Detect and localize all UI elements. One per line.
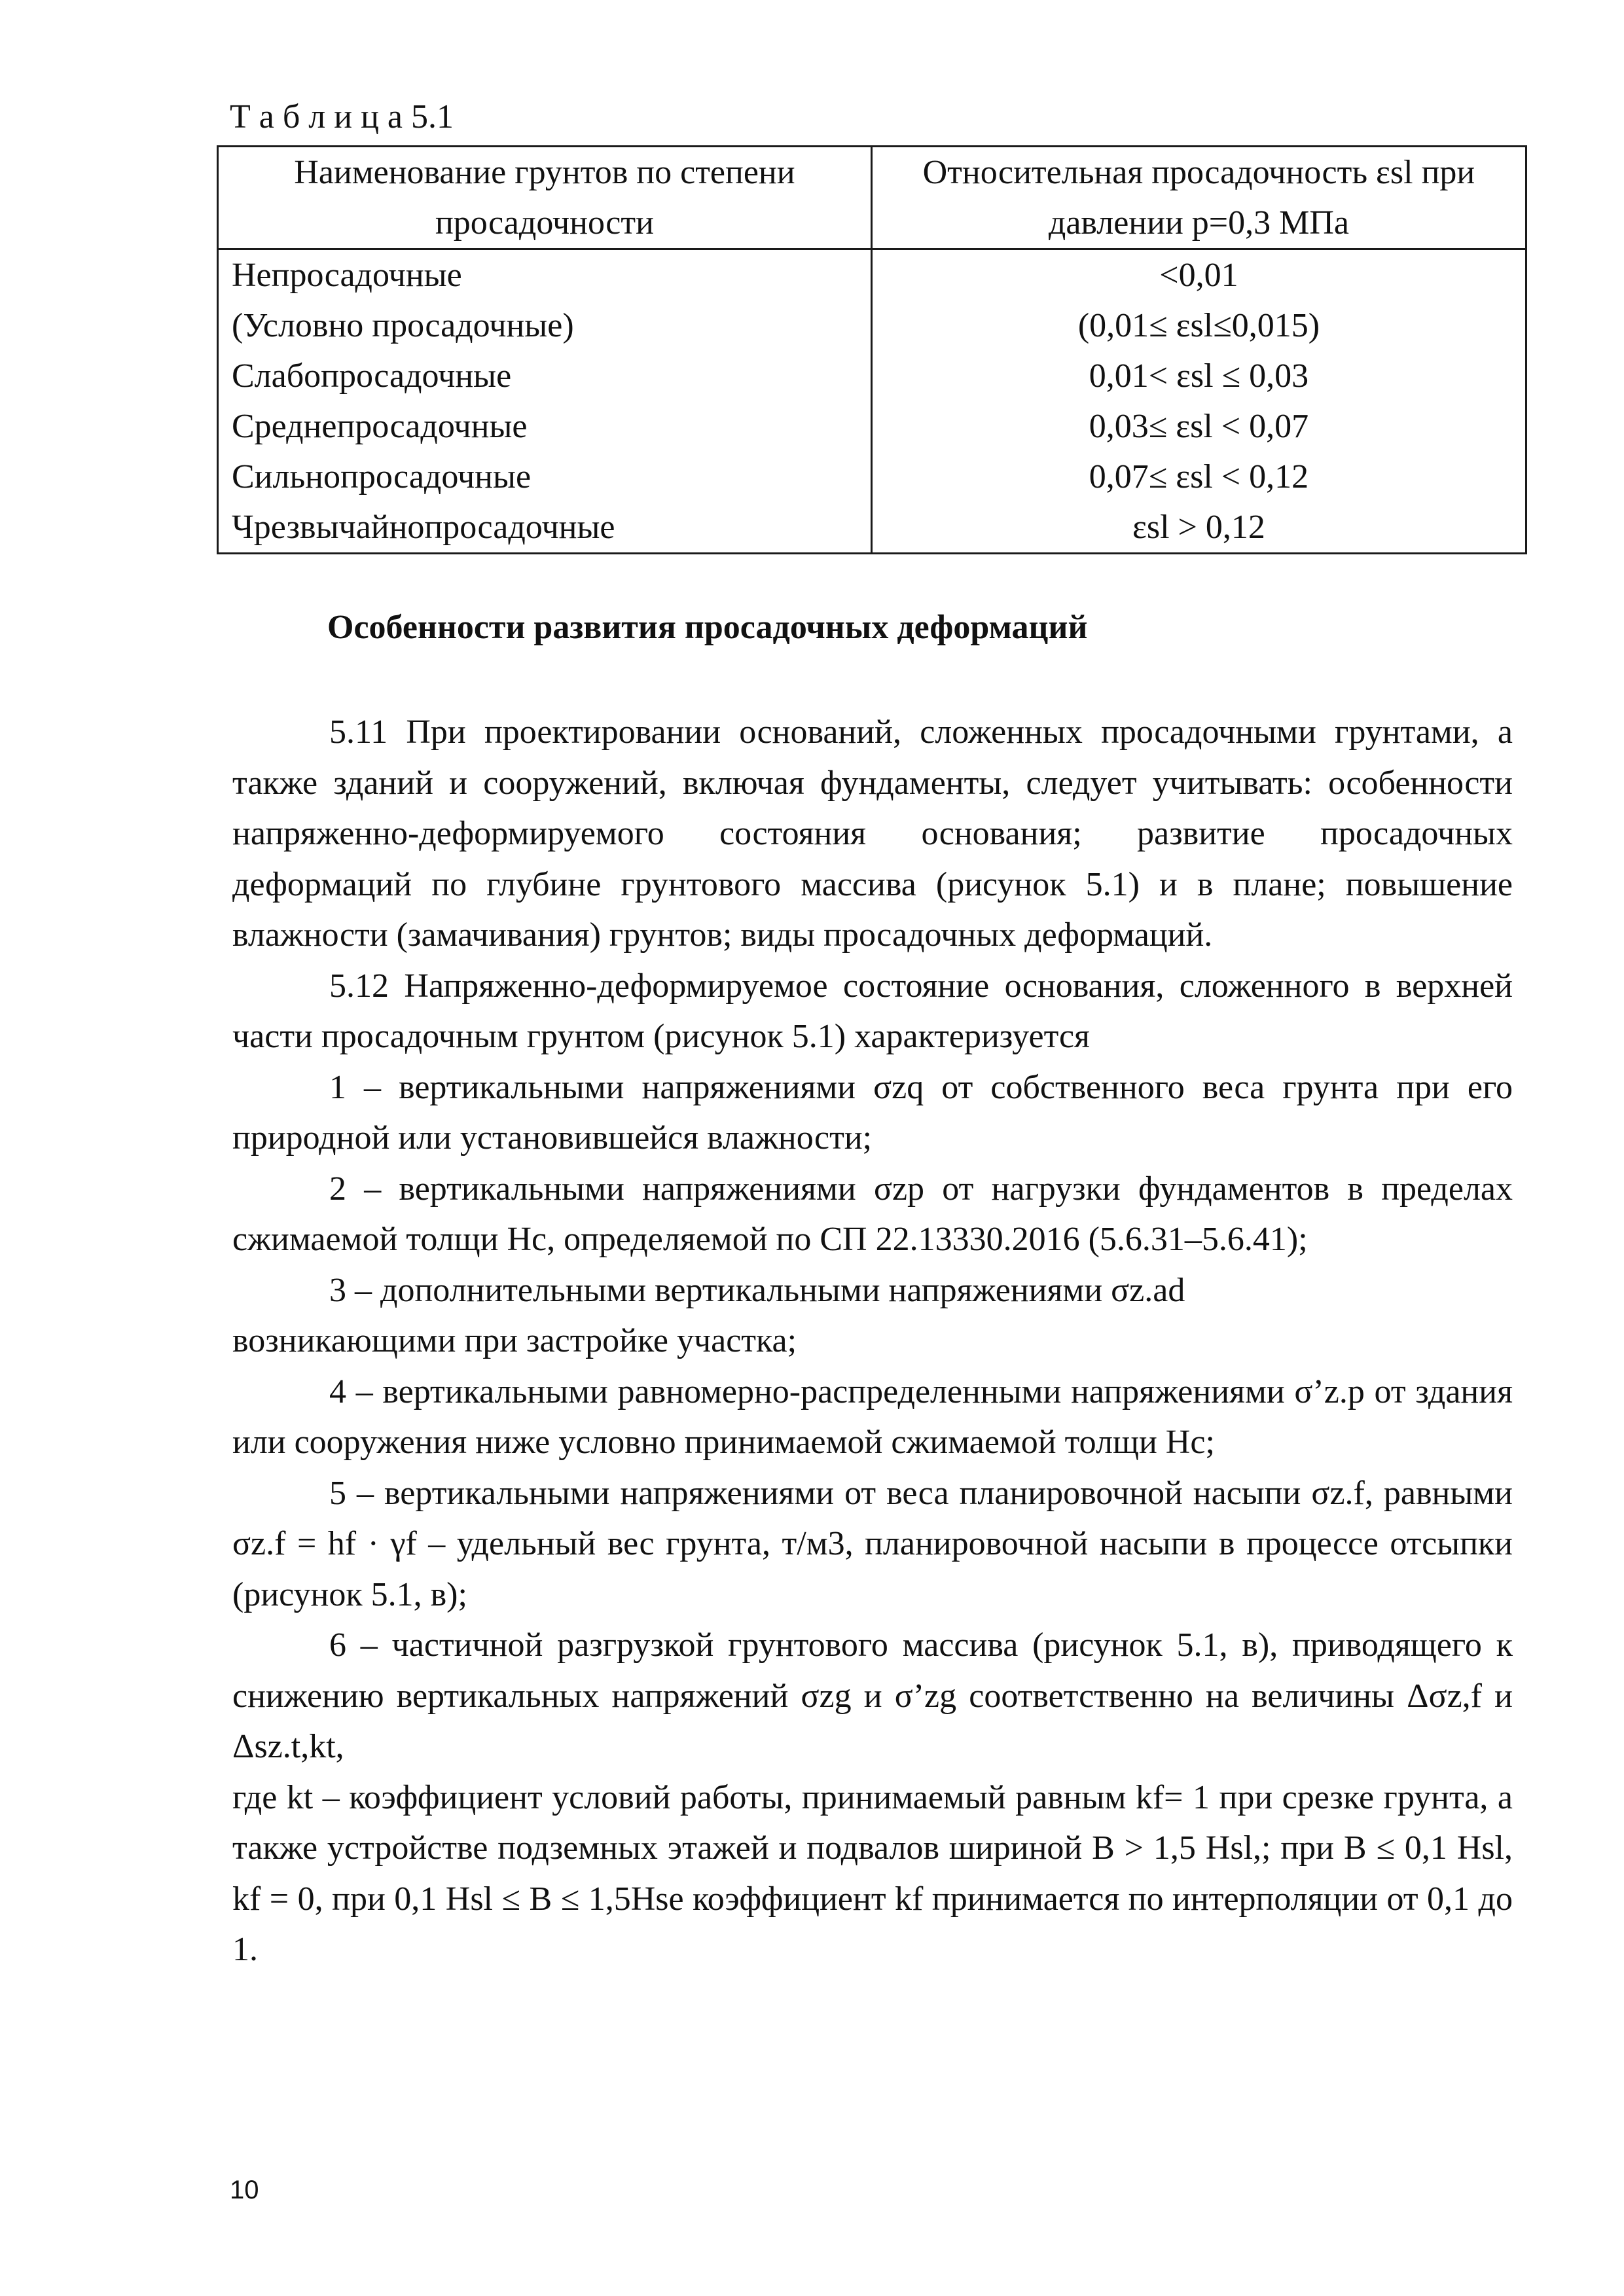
list-item-6: 6 – частичной разгрузкой грунтового массива (рисунок 5.1, в), приводящего к снижению вертикальных напряжений σzg и σ’zg соответственно на величины Δσz,f и Δsz.t,kt, [232,1626,1513,1765]
list-item-2: 2 – вертикальными напряжениями σzp от нагрузки фундаментов в пределах сжимаемой толщи Hc, определяемой по СП 22.13330.2016 (5.6.31–5.6.41); [232,1170,1513,1258]
header-soil-name-line1: Наименование грунтов по степени [294,154,795,191]
section-heading: Особенности развития просадочных деформаций [327,609,1088,646]
header-relative-subsidence-line2: давлении p=0,3 МПа [1048,204,1349,242]
table-row [218,300,1526,351]
table-header-row [218,147,1526,249]
soil-name-cell: Слабопросадочные [218,351,872,401]
soil-name-cell: (Условно просадочные) [218,300,872,351]
subsidence-value-cell: εsl > 0,12 [871,502,1526,554]
list-item-5: 5 – вертикальными напряжениями от веса планировочной насыпи σz.f, равными σz.f = hf · γf – удельный вес грунта, т/м3, планировочной насыпи в процессе отсыпки (рисунок 5.1, в); [232,1474,1513,1613]
header-soil-name [218,147,872,249]
table-row [218,401,1526,452]
subsidence-value-cell: 0,03≤ εsl < 0,07 [871,401,1526,452]
header-relative-subsidence-line1: Относительная просадочность εsl при [922,154,1475,191]
body-text [232,707,1513,1975]
soil-name-cell: Чрезвычайнопросадочные [218,502,872,554]
subsidence-value-cell: 0,01< εsl ≤ 0,03 [871,351,1526,401]
table-row [218,249,1526,301]
soil-name-cell: Среднепросадочные [218,401,872,452]
list-item-3: 3 – дополнительными вертикальными напряжениями σz.ad [329,1271,1185,1309]
list-item-1: 1 – вертикальными напряжениями σzq от собственного веса грунта при его природной или установившейся влажности; [232,1068,1513,1157]
page-number: 10 [230,2176,259,2204]
list-item-4: 4 – вертикальными равномерно-распределенными напряжениями σ’z.p от здания или сооружения ниже условно принимаемой сжимаемой толщи Hc; [232,1372,1513,1461]
table-caption: Т а б л и ц а 5.1 [230,98,454,135]
list-item-3-continuation: возникающими при застройке участка; [232,1322,797,1359]
coefficient-explanation: где kt – коэффициент условий работы, принимаемый равным kf= 1 при срезке грунта, а также устройстве подземных этажей и подвалов шириной B > 1,5 Hsl,; при B ≤ 0,1 Hsl, kf = 0, при 0,1 Hsl ≤ В ≤ 1,5Hse коэффициент kf принимается по интерполяции от 0,1 до 1. [232,1778,1513,1968]
header-relative-subsidence [871,147,1526,249]
subsidence-value-cell: <0,01 [871,249,1526,301]
header-soil-name-line2: просадочности [435,204,654,242]
paragraph-5-12: 5.12 Напряженно-деформируемое состояние основания, сложенного в верхней части просадочным грунтом (рисунок 5.1) характеризуется [232,967,1513,1055]
table-row [218,351,1526,401]
soil-name-cell: Сильнопросадочные [218,452,872,502]
table-row [218,452,1526,502]
table-row [218,502,1526,554]
paragraph-5-11: 5.11 При проектировании оснований, сложенных просадочными грунтами, а также зданий и сооружений, включая фундаменты, следует учитывать: особенности напряженно-деформируемого состояния основания; развитие просадочных деформаций по глубине грунтового массива (рисунок 5.1) и в плане; повышение влажности (замачивания) грунтов; виды просадочных деформаций. [232,713,1513,954]
subsidence-value-cell: (0,01≤ εsl≤0,015) [871,300,1526,351]
subsidence-value-cell: 0,07≤ εsl < 0,12 [871,452,1526,502]
soil-name-cell: Непросадочные [218,249,872,301]
subsidence-table [217,145,1527,554]
